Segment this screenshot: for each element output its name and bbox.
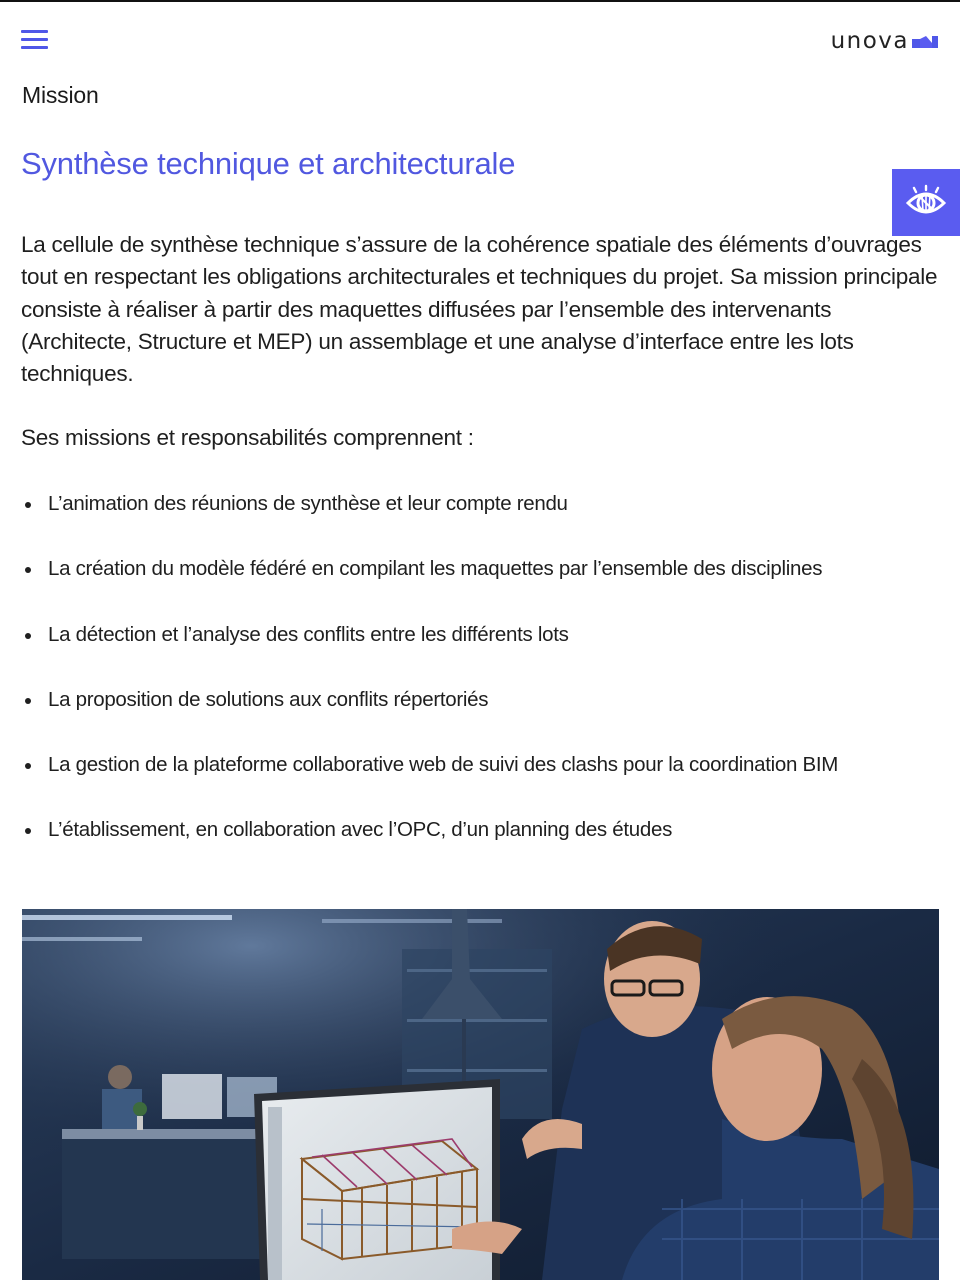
bullet-icon	[25, 698, 31, 704]
list-item	[22, 749, 942, 814]
list-item-text: L’animation des réunions de synthèse et leur compte rendu	[48, 492, 568, 515]
list-item	[22, 684, 942, 749]
site-logo[interactable]	[831, 26, 938, 56]
responsibilities-lead: Ses missions et responsabilités comprennent :	[21, 425, 474, 450]
responsibilities-list	[22, 488, 942, 880]
list-item	[22, 553, 942, 618]
top-border	[0, 0, 960, 2]
list-item-text: La gestion de la plateforme collaborative web de suivi des clashs pour la coordination BIM	[48, 753, 839, 777]
breadcrumb[interactable]: Mission	[22, 82, 99, 108]
hero-photo	[22, 909, 939, 1280]
list-item	[22, 619, 942, 684]
list-item-text: La proposition de solutions aux conflits répertoriés	[48, 687, 489, 711]
site-header	[0, 22, 960, 62]
list-item-text: La détection et l’analyse des conflits entre les différents lots	[48, 622, 569, 646]
hamburger-menu-icon[interactable]	[21, 28, 48, 52]
list-item	[22, 814, 942, 879]
intro-paragraph: La cellule de synthèse technique s’assure de la cohérence spatiale des éléments d’ouvrages tout en respectant les obligations architecturales et techniques du projet. Sa mission principale consiste à réaliser à partir des maquettes diffusées par l’ensemble des intervenants (Architecte, Structure et MEP) un assemblage et une analyse d’interface entre les lots techniques.	[21, 232, 938, 387]
list-item	[22, 488, 942, 553]
accessibility-button[interactable]	[892, 169, 960, 236]
bullet-icon	[25, 828, 31, 834]
list-item-text: L’établissement, en collaboration avec l’OPC, d’un planning des études	[48, 818, 673, 842]
bullet-icon	[25, 567, 31, 573]
unova-logo-mark-icon	[912, 34, 938, 50]
bullet-icon	[25, 763, 31, 769]
office-photo-illustration	[22, 909, 939, 1280]
list-item-text: La création du modèle fédéré en compilant les maquettes par l’ensemble des disciplines	[48, 557, 823, 581]
page-title: Synthèse technique et architecturale	[21, 146, 516, 181]
logo-text: unova	[830, 28, 909, 54]
accessibility-eye-icon	[904, 181, 948, 225]
bullet-icon	[25, 502, 31, 508]
bullet-icon	[25, 633, 31, 639]
